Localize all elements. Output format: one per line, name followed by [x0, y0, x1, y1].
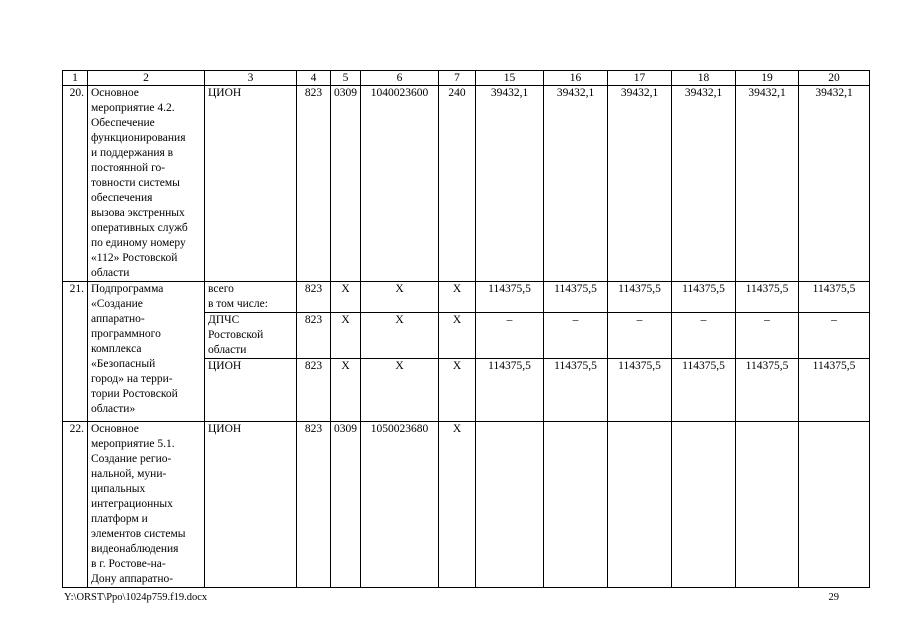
column-header: 15 [476, 71, 544, 86]
table-row-20 [63, 86, 870, 282]
cell-line: Обеспечение [91, 117, 155, 129]
executor [205, 313, 297, 359]
cell-line: товности системы [91, 177, 180, 189]
row-number: 20. [63, 86, 88, 282]
code-cell: 823 [297, 313, 331, 359]
cell-line: в том числе: [208, 298, 268, 310]
code-cell: 823 [297, 282, 331, 313]
table-row-21-sub1 [63, 282, 870, 313]
file-path: Y:\ORST\Ppo\1024p759.f19.docx [64, 592, 208, 603]
code-cell: 823 [297, 86, 331, 282]
column-header: 4 [297, 71, 331, 86]
value-cell [476, 422, 544, 588]
cell-line: Подпрограмма [91, 283, 164, 295]
cell-line: в г. Ростове-на- [91, 558, 166, 570]
value-cell: – [608, 313, 672, 359]
column-header: 3 [205, 71, 297, 86]
value-cell: 114375,5 [736, 282, 799, 313]
value-cell [608, 422, 672, 588]
cell-line: постоянной го- [91, 162, 166, 174]
executor: ЦИОН [205, 422, 297, 588]
value-cell: 39432,1 [736, 86, 799, 282]
column-header: 1 [63, 71, 88, 86]
value-cell: – [672, 313, 736, 359]
code-cell: Х [331, 359, 361, 422]
executor [205, 282, 297, 313]
cell-line: Дону аппаратно- [91, 573, 174, 585]
cell-line: город» на терри- [91, 373, 173, 385]
cell-line: тории Ростовской [91, 388, 178, 400]
code-cell: 1040023600 [361, 86, 439, 282]
value-cell: 39432,1 [672, 86, 736, 282]
cell-line: и поддержания в [91, 147, 174, 159]
cell-line: области [91, 267, 130, 279]
code-cell: 240 [439, 86, 476, 282]
executor: ЦИОН [205, 86, 297, 282]
value-cell: – [799, 313, 870, 359]
activity-name [88, 422, 205, 588]
cell-line: области» [91, 403, 136, 415]
budget-table [62, 70, 870, 588]
column-header: 20 [799, 71, 870, 86]
code-cell: Х [439, 313, 476, 359]
value-cell: 39432,1 [799, 86, 870, 282]
code-cell: Х [439, 359, 476, 422]
activity-name [88, 282, 205, 422]
code-cell: 0309 [331, 86, 361, 282]
column-header: 2 [88, 71, 205, 86]
code-cell: Х [361, 313, 439, 359]
cell-line: Основное [91, 423, 139, 435]
cell-line: «Создание [91, 298, 143, 310]
cell-line: комплекса [91, 343, 142, 355]
value-cell: – [544, 313, 608, 359]
code-cell: Х [331, 282, 361, 313]
header-row [63, 71, 870, 86]
value-cell: 114375,5 [736, 359, 799, 422]
cell-line: области [208, 344, 247, 356]
value-cell: 39432,1 [608, 86, 672, 282]
value-cell: 114375,5 [608, 359, 672, 422]
cell-line: «112» Ростовской [91, 252, 178, 264]
code-cell: Х [361, 282, 439, 313]
cell-line: ЦИОН [208, 360, 242, 372]
code-cell: Х [331, 313, 361, 359]
code-cell: 823 [297, 359, 331, 422]
value-cell: 114375,5 [476, 282, 544, 313]
cell-line: мероприятие 4.2. [91, 102, 175, 114]
cell-line: вызова экстренных [91, 207, 185, 219]
value-cell: 114375,5 [799, 282, 870, 313]
cell-line: видеонаблюдения [91, 543, 179, 555]
row-number: 21. [63, 282, 88, 422]
value-cell [736, 422, 799, 588]
value-cell: 114375,5 [608, 282, 672, 313]
column-header: 17 [608, 71, 672, 86]
page-number: 29 [828, 592, 839, 603]
column-header: 7 [439, 71, 476, 86]
cell-line: интеграционных [91, 498, 173, 510]
column-header: 18 [672, 71, 736, 86]
cell-line: Основное [91, 87, 139, 99]
cell-line: нальной, муни- [91, 468, 167, 480]
value-cell [799, 422, 870, 588]
value-cell [544, 422, 608, 588]
value-cell: 114375,5 [672, 282, 736, 313]
value-cell: 114375,5 [799, 359, 870, 422]
code-cell: Х [439, 422, 476, 588]
value-cell: 114375,5 [476, 359, 544, 422]
value-cell: – [476, 313, 544, 359]
cell-line: Ростовской [208, 329, 264, 341]
cell-line: аппаратно- [91, 313, 145, 325]
value-cell: 39432,1 [544, 86, 608, 282]
column-header: 5 [331, 71, 361, 86]
code-cell: 823 [297, 422, 331, 588]
column-header: 6 [361, 71, 439, 86]
cell-line: обеспечения [91, 192, 153, 204]
code-cell: Х [439, 282, 476, 313]
code-cell: 1050023680 [361, 422, 439, 588]
value-cell [672, 422, 736, 588]
row-number: 22. [63, 422, 88, 588]
cell-line: программного [91, 328, 161, 340]
executor [205, 359, 297, 422]
cell-line: оперативных служб [91, 222, 188, 234]
cell-line: «Безопасный [91, 358, 156, 370]
column-header: 19 [736, 71, 799, 86]
cell-line: мероприятие 5.1. [91, 438, 175, 450]
code-cell: 0309 [331, 422, 361, 588]
cell-line: ципальных [91, 483, 146, 495]
value-cell: – [736, 313, 799, 359]
cell-line: элементов системы [91, 528, 186, 540]
value-cell: 39432,1 [476, 86, 544, 282]
value-cell: 114375,5 [672, 359, 736, 422]
value-cell: 114375,5 [544, 359, 608, 422]
cell-line: всего [208, 283, 234, 295]
cell-line: Создание регио- [91, 453, 172, 465]
cell-line: ДПЧС [208, 314, 240, 326]
code-cell: Х [361, 359, 439, 422]
activity-name [88, 86, 205, 282]
cell-line: платформ и [91, 513, 148, 525]
table-row-22 [63, 422, 870, 588]
column-header: 16 [544, 71, 608, 86]
cell-line: функционирования [91, 132, 186, 144]
value-cell: 114375,5 [544, 282, 608, 313]
cell-line: по единому номеру [91, 237, 186, 249]
